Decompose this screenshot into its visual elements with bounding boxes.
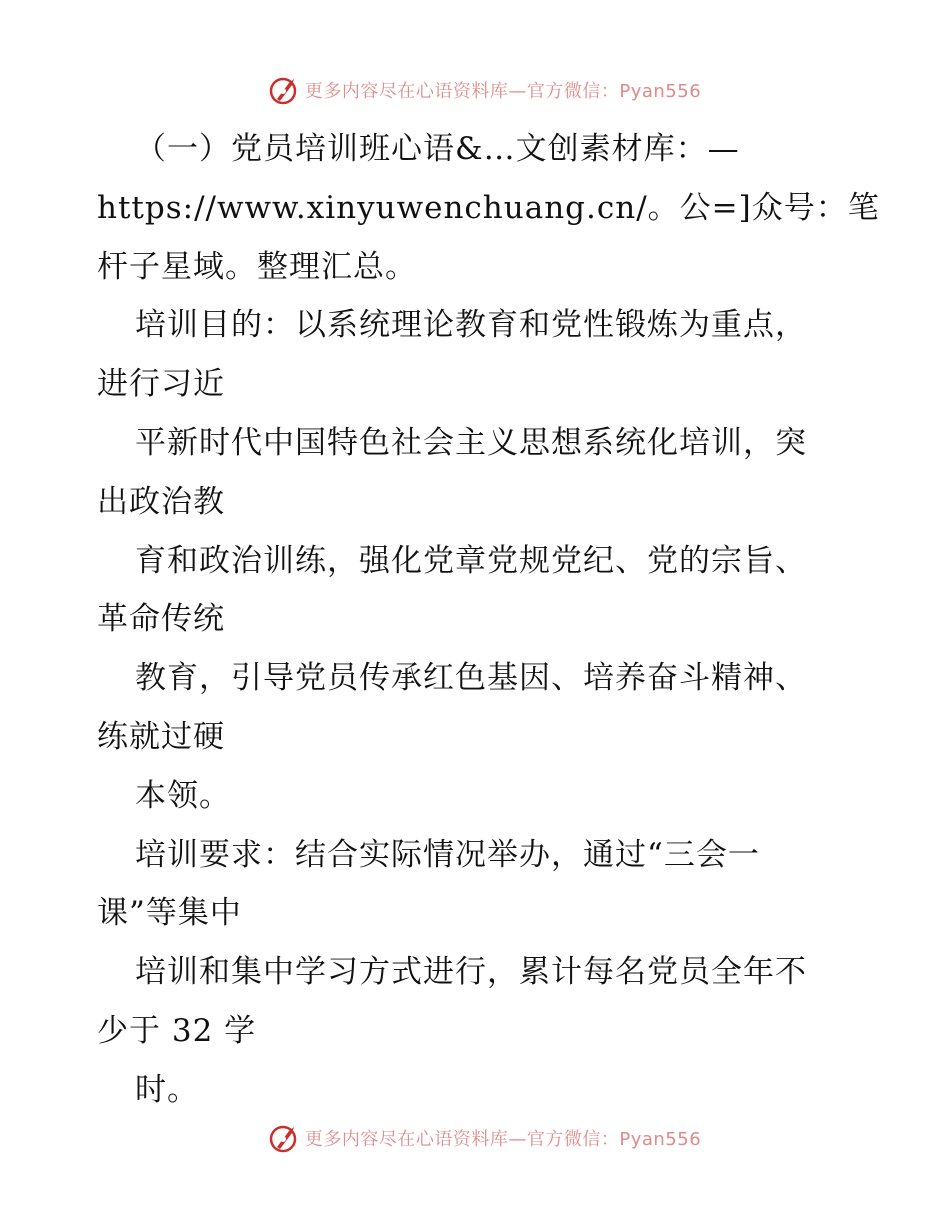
paragraph-line: （一）党员培训班心语&…文创素材库：— [135,131,740,167]
paragraph-line: 培训和集中学习方式进行，累计每名党员全年不 [135,954,807,991]
paragraph-line: https://www.xinyuwenchuang.cn/。公=]众号：笔 [97,189,880,226]
paragraph-line: 本领。 [135,777,231,814]
paragraph-line: 练就过硬 [97,718,225,755]
watermark-text: 更多内容尽在心语资料库—官方微信：Pyan556 [304,81,702,102]
pen-nib-logo-icon [267,73,301,107]
paragraph-line: 课”等集中 [97,895,242,932]
pen-nib-logo-icon [267,1121,301,1155]
header-watermark [0,70,950,110]
paragraph-line: 出政治教 [97,483,225,520]
paragraph-line: 杆子星域。整理汇总。 [97,248,417,285]
paragraph-line: 少于 32 学 [97,1012,257,1049]
watermark-text: 更多内容尽在心语资料库—官方微信：Pyan556 [304,1129,702,1150]
paragraph-line: 平新时代中国特色社会主义思想系统化培训，突 [135,424,807,461]
paragraph-line: 育和政治训练，强化党章党规党纪、党的宗旨、 [135,542,807,579]
paragraph-line: 革命传统 [97,601,225,638]
paragraph-line: 培训要求：结合实际情况举办，通过“三会一 [135,836,760,873]
paragraph-line: 时。 [135,1071,199,1108]
paragraph-line: 进行习近 [97,366,225,403]
paragraph-line: 培训目的：以系统理论教育和党性锻炼为重点， [135,307,807,344]
paragraph-line: 教育，引导党员传承红色基因、培养奋斗精神、 [135,660,807,697]
document-body [97,120,880,1120]
footer-watermark [0,1118,950,1158]
